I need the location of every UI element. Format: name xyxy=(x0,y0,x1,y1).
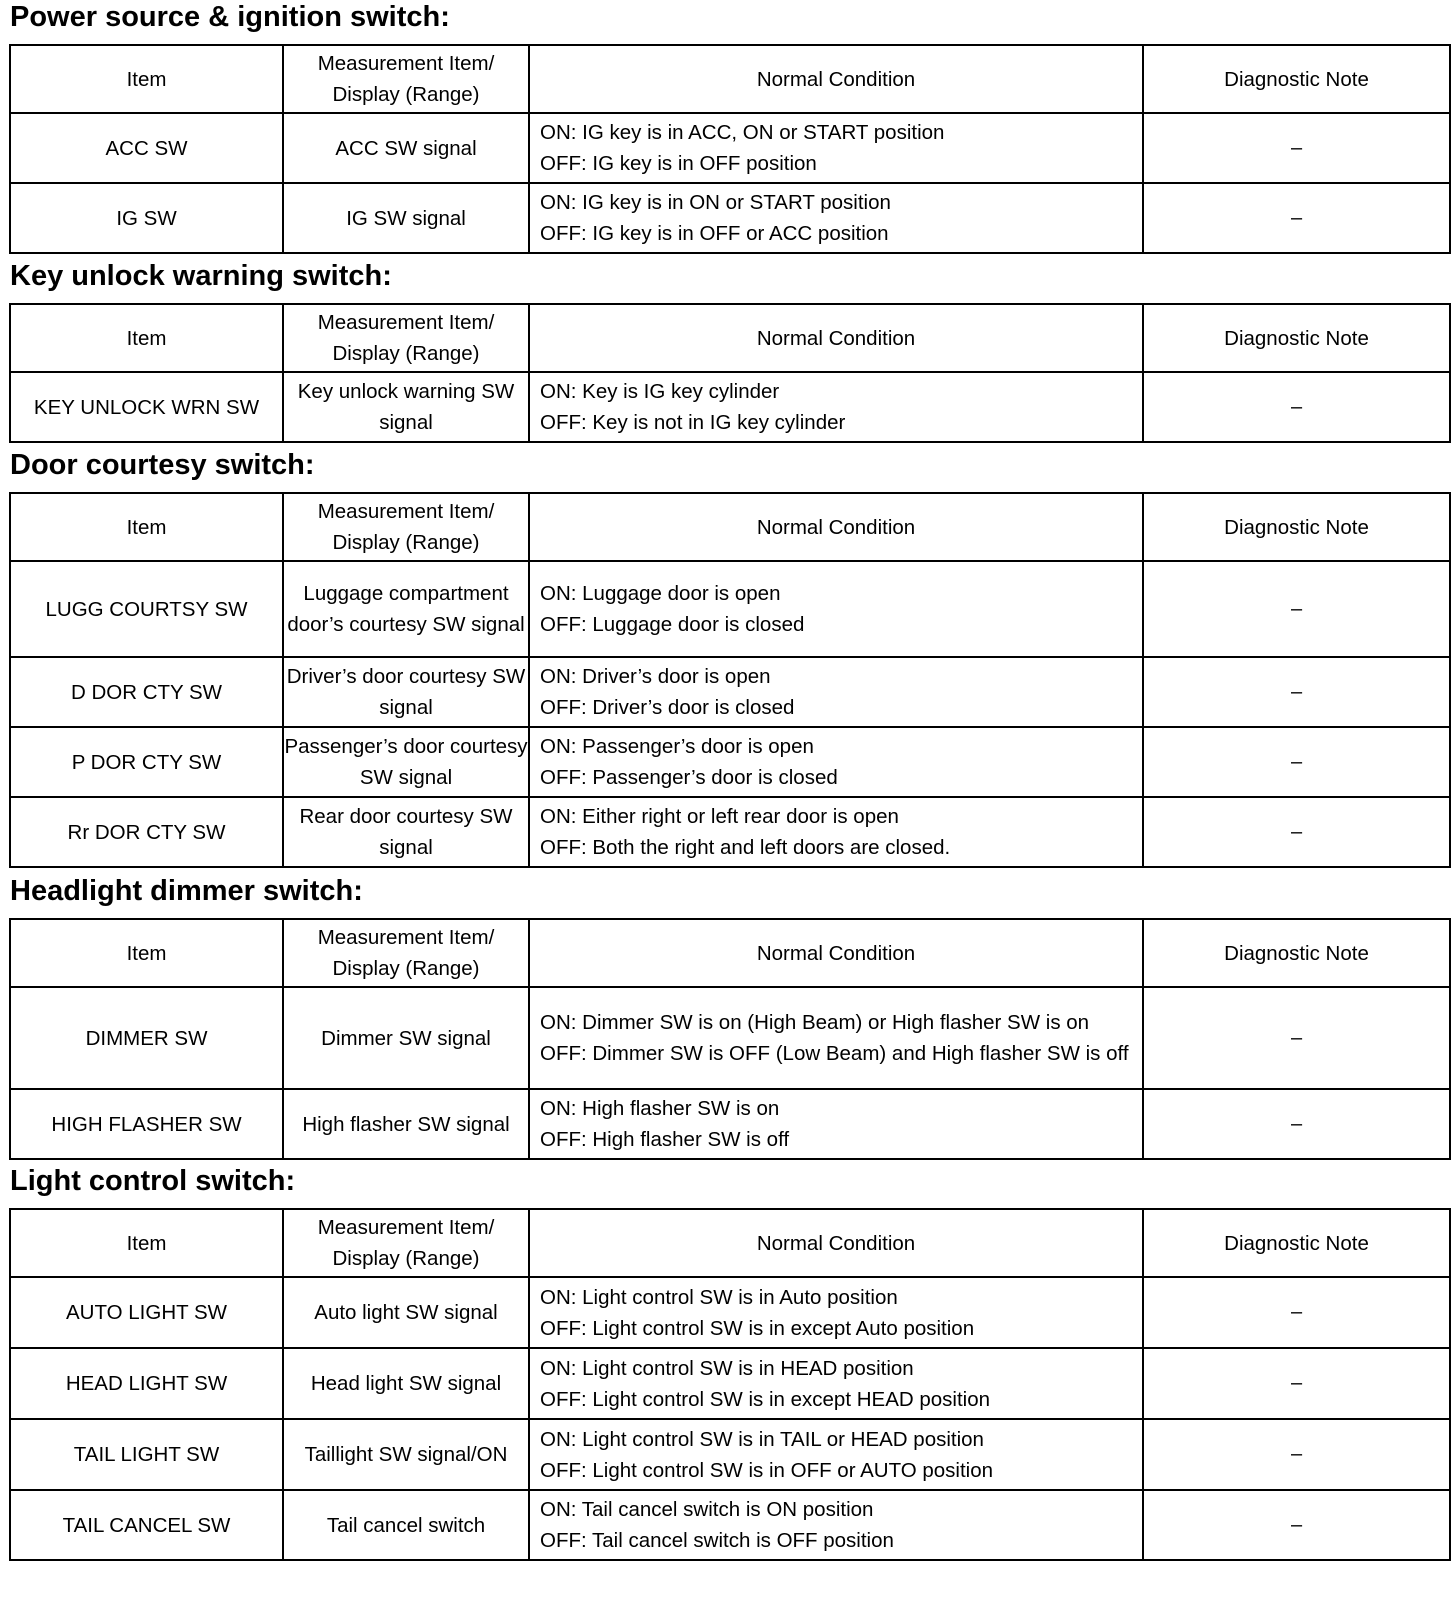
cell-normal-condition xyxy=(529,987,1143,1089)
condition-on: ON: Tail cancel switch is ON position xyxy=(540,1498,874,1521)
header-item: Item xyxy=(10,493,283,561)
cell-measurement: Key unlock warning SW signal xyxy=(283,372,529,442)
cell-measurement: Passenger’s door courtesy SW signal xyxy=(283,727,529,797)
condition-on: ON: Luggage door is open xyxy=(540,582,781,605)
header-normal-condition: Normal Condition xyxy=(529,45,1143,113)
cell-item: Rr DOR CTY SW xyxy=(10,797,283,867)
condition-on: ON: IG key is in ON or START position xyxy=(540,191,891,214)
cell-diagnostic-note: – xyxy=(1143,183,1450,253)
header-item: Item xyxy=(10,919,283,987)
cell-diagnostic-note: – xyxy=(1143,727,1450,797)
table-headlight-dimmer xyxy=(9,918,1451,1160)
header-measurement: Measurement Item/ Display (Range) xyxy=(283,493,529,561)
header-diagnostic-note: Diagnostic Note xyxy=(1143,919,1450,987)
condition-off: OFF: Light control SW is in OFF or AUTO position xyxy=(540,1458,994,1482)
condition-off: OFF: Light control SW is in except Auto position xyxy=(540,1316,975,1340)
cell-normal-condition xyxy=(529,1348,1143,1419)
condition-off: OFF: IG key is in OFF position xyxy=(540,152,817,175)
cell-normal-condition xyxy=(529,372,1143,442)
header-measurement: Measurement Item/ Display (Range) xyxy=(283,304,529,372)
cell-normal-condition xyxy=(529,727,1143,797)
cell-item: AUTO LIGHT SW xyxy=(10,1277,283,1348)
condition-on: ON: Key is IG key cylinder xyxy=(540,380,780,403)
cell-measurement: Taillight SW signal/ON xyxy=(283,1419,529,1490)
cell-diagnostic-note: – xyxy=(1143,657,1450,727)
cell-normal-condition xyxy=(529,561,1143,657)
cell-diagnostic-note: – xyxy=(1143,1490,1450,1560)
condition-off: OFF: Dimmer SW is OFF (Low Beam) and High flasher SW is off xyxy=(540,1042,1129,1065)
condition-on: ON: Light control SW is in TAIL or HEAD position xyxy=(540,1427,984,1451)
header-diagnostic-note: Diagnostic Note xyxy=(1143,493,1450,561)
header-normal-condition: Normal Condition xyxy=(529,493,1143,561)
cell-item: KEY UNLOCK WRN SW xyxy=(10,372,283,442)
cell-normal-condition xyxy=(529,113,1143,183)
table-row xyxy=(10,1348,1450,1419)
cell-normal-condition xyxy=(529,1089,1143,1159)
cell-normal-condition xyxy=(529,183,1143,253)
table-row xyxy=(10,987,1450,1089)
cell-measurement: Driver’s door courtesy SW signal xyxy=(283,657,529,727)
section-title-light-control: Light control switch: xyxy=(10,1165,296,1197)
cell-diagnostic-note: – xyxy=(1143,372,1450,442)
cell-diagnostic-note: – xyxy=(1143,113,1450,183)
cell-measurement: Dimmer SW signal xyxy=(283,987,529,1089)
condition-on: ON: Light control SW is in HEAD position xyxy=(540,1356,914,1380)
table-header-row xyxy=(10,45,1450,113)
header-diagnostic-note: Diagnostic Note xyxy=(1143,45,1450,113)
cell-diagnostic-note: – xyxy=(1143,1089,1450,1159)
condition-on: ON: Dimmer SW is on (High Beam) or High flasher SW is on xyxy=(540,1011,1090,1034)
cell-diagnostic-note: – xyxy=(1143,1348,1450,1419)
cell-diagnostic-note: – xyxy=(1143,797,1450,867)
header-item: Item xyxy=(10,1209,283,1277)
table-row xyxy=(10,183,1450,253)
table-header-row xyxy=(10,493,1450,561)
condition-off: OFF: Driver’s door is closed xyxy=(540,696,795,719)
table-power-source xyxy=(9,44,1451,254)
section-title-door-courtesy: Door courtesy switch: xyxy=(10,449,315,481)
condition-on: ON: Passenger’s door is open xyxy=(540,735,814,758)
header-normal-condition: Normal Condition xyxy=(529,1209,1143,1277)
cell-item: HEAD LIGHT SW xyxy=(10,1348,283,1419)
table-key-unlock xyxy=(9,303,1451,443)
cell-normal-condition xyxy=(529,1490,1143,1560)
header-item: Item xyxy=(10,304,283,372)
table-light-control xyxy=(9,1208,1451,1561)
header-diagnostic-note: Diagnostic Note xyxy=(1143,304,1450,372)
table-row xyxy=(10,657,1450,727)
table-header-row xyxy=(10,1209,1450,1277)
cell-measurement: High flasher SW signal xyxy=(283,1089,529,1159)
condition-on: ON: Driver’s door is open xyxy=(540,665,771,688)
cell-measurement: Tail cancel switch xyxy=(283,1490,529,1560)
table-row xyxy=(10,797,1450,867)
table-row xyxy=(10,1490,1450,1560)
condition-on: ON: IG key is in ACC, ON or START position xyxy=(540,121,945,144)
cell-item: DIMMER SW xyxy=(10,987,283,1089)
cell-measurement: IG SW signal xyxy=(283,183,529,253)
condition-off: OFF: Luggage door is closed xyxy=(540,613,805,636)
cell-diagnostic-note: – xyxy=(1143,1419,1450,1490)
condition-off: OFF: IG key is in OFF or ACC position xyxy=(540,222,889,245)
table-header-row xyxy=(10,919,1450,987)
cell-item: IG SW xyxy=(10,183,283,253)
cell-normal-condition xyxy=(529,1419,1143,1490)
header-normal-condition: Normal Condition xyxy=(529,304,1143,372)
cell-item: TAIL LIGHT SW xyxy=(10,1419,283,1490)
header-item: Item xyxy=(10,45,283,113)
cell-measurement: Head light SW signal xyxy=(283,1348,529,1419)
cell-item: D DOR CTY SW xyxy=(10,657,283,727)
table-door-courtesy xyxy=(9,492,1451,868)
header-diagnostic-note: Diagnostic Note xyxy=(1143,1209,1450,1277)
condition-off: OFF: Key is not in IG key cylinder xyxy=(540,411,846,434)
section-title-key-unlock: Key unlock warning switch: xyxy=(10,260,392,292)
table-row xyxy=(10,727,1450,797)
cell-normal-condition xyxy=(529,657,1143,727)
condition-off: OFF: Tail cancel switch is OFF position xyxy=(540,1529,894,1552)
cell-measurement: Luggage compartment door’s courtesy SW signal xyxy=(283,561,529,657)
section-title-headlight-dimmer: Headlight dimmer switch: xyxy=(10,875,363,907)
table-row xyxy=(10,1419,1450,1490)
cell-diagnostic-note: – xyxy=(1143,1277,1450,1348)
condition-on: ON: Light control SW is in Auto position xyxy=(540,1285,898,1309)
cell-item: ACC SW xyxy=(10,113,283,183)
table-row xyxy=(10,1277,1450,1348)
cell-normal-condition xyxy=(529,797,1143,867)
cell-item: TAIL CANCEL SW xyxy=(10,1490,283,1560)
cell-item: P DOR CTY SW xyxy=(10,727,283,797)
cell-measurement: Rear door courtesy SW signal xyxy=(283,797,529,867)
table-row xyxy=(10,113,1450,183)
condition-off: OFF: Both the right and left doors are closed. xyxy=(540,836,951,859)
header-measurement: Measurement Item/ Display (Range) xyxy=(283,45,529,113)
section-title-power-source: Power source & ignition switch: xyxy=(10,1,450,33)
cell-normal-condition xyxy=(529,1277,1143,1348)
table-header-row xyxy=(10,304,1450,372)
condition-off: OFF: Passenger’s door is closed xyxy=(540,766,838,789)
cell-item: HIGH FLASHER SW xyxy=(10,1089,283,1159)
cell-item: LUGG COURTSY SW xyxy=(10,561,283,657)
cell-diagnostic-note: – xyxy=(1143,987,1450,1089)
table-row xyxy=(10,372,1450,442)
cell-measurement: Auto light SW signal xyxy=(283,1277,529,1348)
cell-measurement: ACC SW signal xyxy=(283,113,529,183)
table-row xyxy=(10,1089,1450,1159)
header-measurement: Measurement Item/ Display (Range) xyxy=(283,1209,529,1277)
condition-on: ON: Either right or left rear door is open xyxy=(540,805,899,828)
condition-off: OFF: Light control SW is in except HEAD position xyxy=(540,1387,991,1411)
condition-on: ON: High flasher SW is on xyxy=(540,1097,780,1120)
header-measurement: Measurement Item/ Display (Range) xyxy=(283,919,529,987)
condition-off: OFF: High flasher SW is off xyxy=(540,1128,790,1151)
cell-diagnostic-note: – xyxy=(1143,561,1450,657)
header-normal-condition: Normal Condition xyxy=(529,919,1143,987)
table-row xyxy=(10,561,1450,657)
